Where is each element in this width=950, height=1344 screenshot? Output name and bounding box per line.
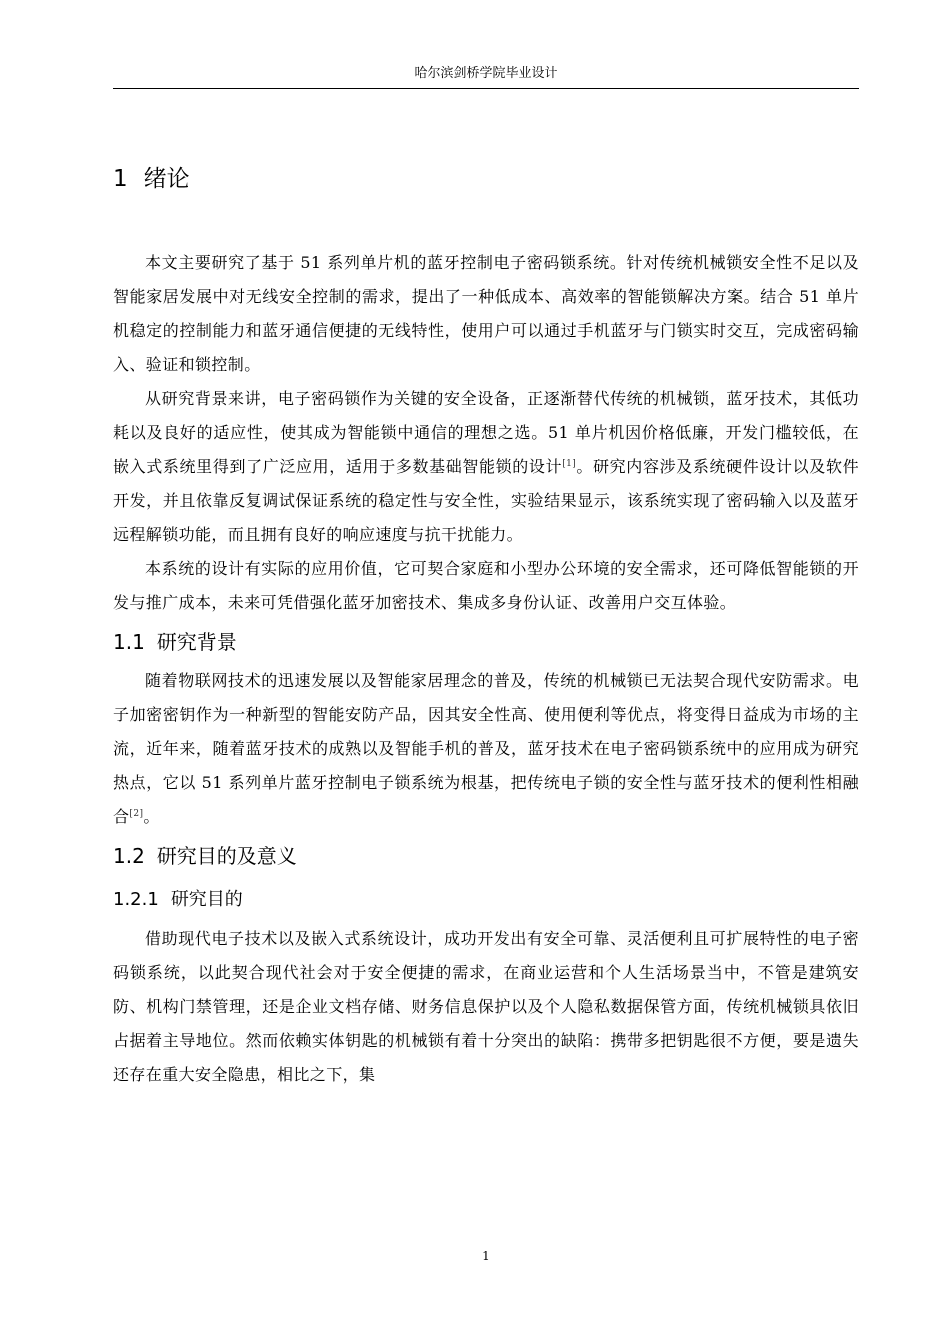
section-1-2-1-number: 1.2.1 <box>113 889 159 910</box>
chapter-title: 绪论 <box>143 166 190 192</box>
intro-paragraph-3: 本系统的设计有实际的应用价值，它可契合家庭和小型办公环境的安全需求，还可降低智能锁的开发与推广成本，未来可凭借强化蓝牙加密技术、集成多身份认证、改善用户交互体验。 <box>113 559 859 612</box>
section-1-1-text-b: 。 <box>143 807 160 826</box>
section-1-2-title: 研究目的及意义 <box>156 844 297 868</box>
section-1-1-text-a: 随着物联网技术的迅速发展以及智能家居理念的普及，传统的机械锁已无法契合现代安防需求。电子加密密钥作为一种新型的智能安防产品，因其安全性高、使用便利等优点，将变得日益成为市场的主流，近年来，随着蓝牙技术的成熟以及智能手机的普及，蓝牙技术在电子密码锁系统中的应用成为研究热点，它以 51 系列单片蓝牙控制电子锁系统为根基，把传统电子锁的安全性与蓝牙技术的便利性相融合 <box>113 671 859 826</box>
section-1-2-1-paragraph: 借助现代电子技术以及嵌入式系统设计，成功开发出有安全可靠、灵活便利且可扩展特性的电子密码锁系统，以此契合现代社会对于安全便捷的需求，在商业运营和个人生活场景当中，不管是建筑安防、机构门禁管理，还是企业文档存储、财务信息保护以及个人隐私数据保管方面，传统机械锁具依旧占据着主导地位。然而依赖实体钥匙的机械锁有着十分突出的缺陷：携带多把钥匙很不方便，要是遗失还存在重大安全隐患，相比之下，集 <box>113 929 859 1084</box>
intro-paragraph-2-text-b: 。研究内容涉及系统硬件设计以及软件开发，并且依靠反复调试保证系统的稳定性与安全性，实验结果显示，该系统实现了密码输入以及蓝牙远程解锁功能，而且拥有良好的响应速度与抗干扰能力。 <box>113 457 859 544</box>
chapter-heading <box>113 150 859 208</box>
page-number: 1 <box>482 1249 490 1263</box>
citation-2: [2] <box>129 809 144 819</box>
intro-paragraph-1: 本文主要研究了基于 51 系列单片机的蓝牙控制电子密码锁系统。针对传统机械锁安全性不足以及智能家居发展中对无线安全控制的需求，提出了一种低成本、高效率的智能锁解决方案。结合 51 单片机稳定的控制能力和蓝牙通信便捷的无线特性，使用户可以通过手机蓝牙与门锁实时交互，完成密码输入、验证和锁控制。 <box>113 253 859 374</box>
page-content <box>113 150 859 1092</box>
section-1-1-paragraph <box>113 664 859 834</box>
section-1-2-heading <box>113 834 859 878</box>
intro-paragraph-2 <box>113 382 859 552</box>
intro-paragraph-2-text-a: 从研究背景来讲，电子密码锁作为关键的安全设备，正逐渐替代传统的机械锁，蓝牙技术，其低功耗以及良好的适应性，使其成为智能锁中通信的理想之选。51 单片机因价格低廉，开发门槛较低，在嵌入式系统里得到了广泛应用，适用于多数基础智能锁的设计 <box>113 389 859 476</box>
citation-1: [1] <box>562 459 577 469</box>
section-1-1-number: 1.1 <box>113 630 145 654</box>
section-1-2-1-title: 研究目的 <box>170 889 243 910</box>
chapter-number: 1 <box>113 166 128 192</box>
section-1-2-number: 1.2 <box>113 844 145 868</box>
section-1-1-title: 研究背景 <box>156 630 237 654</box>
section-1-2-1-heading <box>113 878 859 922</box>
header-divider <box>113 88 859 89</box>
section-1-1-heading <box>113 620 859 664</box>
header-title: 哈尔滨剑桥学院毕业设计 <box>414 66 558 81</box>
page-header <box>113 64 859 84</box>
